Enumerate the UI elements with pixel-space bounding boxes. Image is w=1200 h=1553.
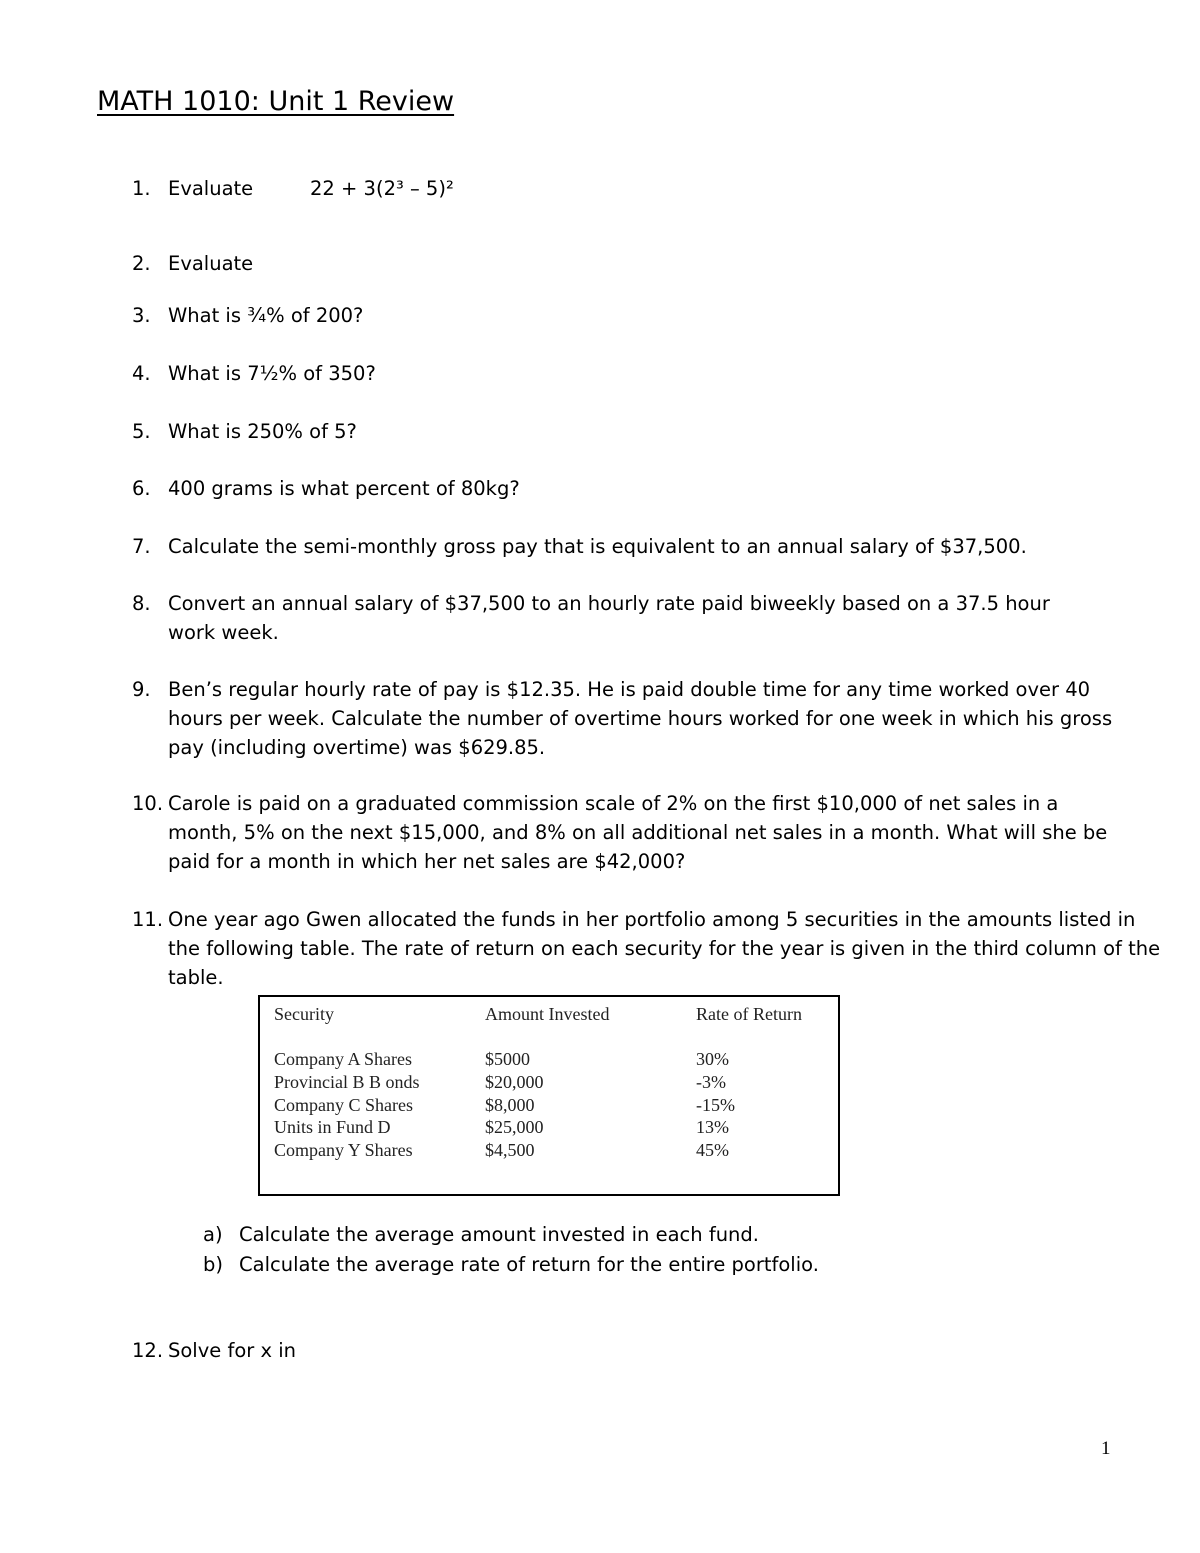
question-text: Calculate the semi-monthly gross pay that is equivalent to an annual salary of $37,500. — [168, 535, 1027, 558]
math-expression: 22 + 3(2³ – 5)² — [310, 177, 454, 200]
question-text: What is ¾% of 200? — [168, 304, 364, 327]
table-row — [260, 1072, 838, 1095]
subquestion-a — [203, 1220, 759, 1249]
question-number: 7. — [132, 535, 151, 558]
table-header-row — [260, 1004, 838, 1027]
cell-rate: -3% — [696, 1072, 726, 1092]
cell-amount: $25,000 — [485, 1117, 544, 1137]
question-number: 1. — [132, 177, 151, 200]
page-title: MATH 1010: Unit 1 Review — [97, 86, 455, 117]
question-number: 9. — [132, 678, 151, 701]
cell-security: Units in Fund D — [274, 1117, 391, 1137]
question-number: 12. — [132, 1339, 164, 1362]
question-text: What is 7½% of 350? — [168, 362, 376, 385]
question-1 — [132, 174, 1172, 203]
page-number: 1 — [1101, 1438, 1111, 1459]
question-text: One year ago Gwen allocated the funds in her portfolio among 5 securities in the amounts listed in the following table. The rate of return on each security for the year is given in the third column of the table. — [168, 908, 1161, 989]
cell-amount: $8,000 — [485, 1095, 535, 1115]
question-7 — [132, 532, 1172, 561]
question-text: What is 250% of 5? — [168, 420, 357, 443]
cell-security: Company A Shares — [274, 1049, 412, 1069]
question-number: 10. — [132, 792, 164, 815]
question-11 — [132, 905, 1172, 992]
question-number: 5. — [132, 420, 151, 443]
question-9 — [132, 675, 1117, 762]
question-number: 8. — [132, 592, 151, 615]
question-number: 3. — [132, 304, 151, 327]
question-text: Evaluate — [168, 252, 254, 275]
question-text: Carole is paid on a graduated commission scale of 2% on the first $10,000 of net sales in a month, 5% on the next $15,000, and 8% on all additional net sales in a month. What will she be paid for a month in which her net sales are $42,000? — [168, 792, 1108, 873]
header-rate-of-return: Rate of Return — [696, 1004, 802, 1024]
question-6 — [132, 474, 1172, 503]
securities-table — [258, 995, 840, 1196]
subquestion-label: a) — [203, 1223, 223, 1246]
subquestion-b — [203, 1250, 819, 1279]
cell-amount: $5000 — [485, 1049, 530, 1069]
question-text: Ben’s regular hourly rate of pay is $12.35. He is paid double time for any time worked over 40 hours per week. Calculate the number of overtime hours worked for one week in which his gross pay (including overtime) was $629.85. — [168, 678, 1113, 759]
table-row — [260, 1117, 838, 1140]
question-4 — [132, 359, 1172, 388]
cell-rate: 30% — [696, 1049, 729, 1069]
cell-rate: -15% — [696, 1095, 735, 1115]
question-3 — [132, 301, 1172, 330]
question-text: Convert an annual salary of $37,500 to an hourly rate paid biweekly based on a 37.5 hour work week. — [168, 592, 1050, 644]
question-text: 400 grams is what percent of 80kg? — [168, 477, 520, 500]
question-number: 6. — [132, 477, 151, 500]
cell-amount: $4,500 — [485, 1140, 535, 1160]
question-10 — [132, 789, 1122, 876]
cell-security: Company C Shares — [274, 1095, 413, 1115]
header-security: Security — [274, 1004, 334, 1024]
question-text: Evaluate — [168, 177, 254, 200]
question-number: 2. — [132, 252, 151, 275]
table-row — [260, 1049, 838, 1072]
question-number: 11. — [132, 908, 164, 931]
table-row — [260, 1140, 838, 1163]
question-5 — [132, 417, 1172, 446]
header-amount-invested: Amount Invested — [485, 1004, 610, 1024]
cell-rate: 45% — [696, 1140, 729, 1160]
question-8 — [132, 589, 1092, 647]
question-number: 4. — [132, 362, 151, 385]
question-text: Solve for x in — [168, 1339, 296, 1362]
table-row — [260, 1095, 838, 1118]
subquestion-text: Calculate the average rate of return for the entire portfolio. — [239, 1253, 819, 1276]
subquestion-text: Calculate the average amount invested in each fund. — [239, 1223, 759, 1246]
cell-security: Company Y Shares — [274, 1140, 413, 1160]
question-12 — [132, 1336, 1172, 1365]
question-2 — [132, 249, 1172, 278]
cell-rate: 13% — [696, 1117, 729, 1137]
cell-security: Provincial B B onds — [274, 1072, 420, 1092]
subquestion-label: b) — [203, 1253, 223, 1276]
cell-amount: $20,000 — [485, 1072, 544, 1092]
